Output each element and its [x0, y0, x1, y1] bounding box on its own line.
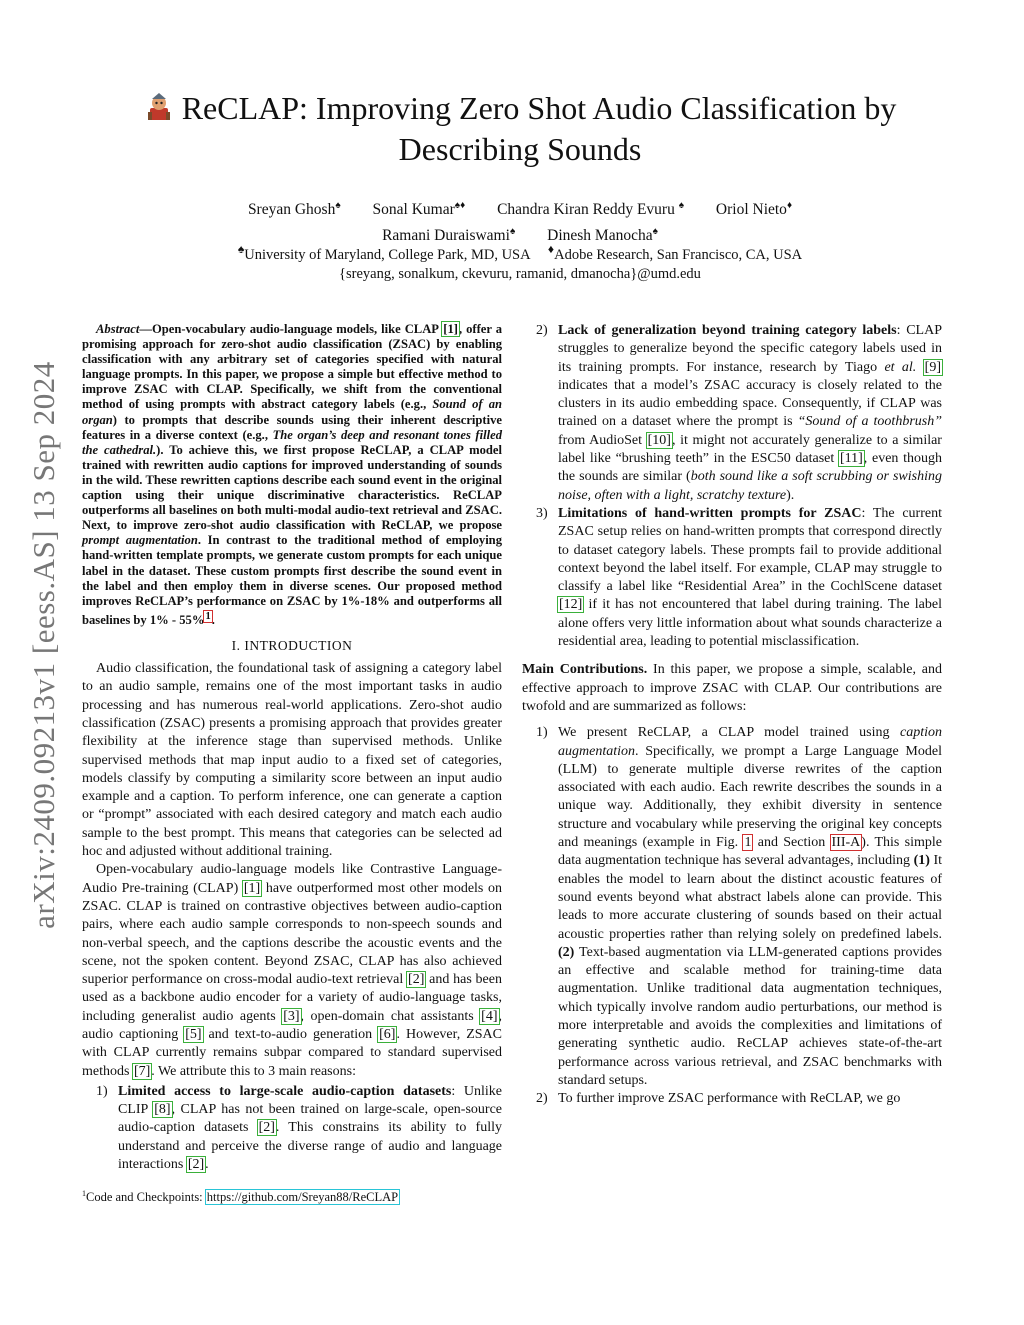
intro-paragraph: Audio classification, the foundational task of assigning a category label to an audio sample, remains one of the most important tasks in audio processing and has numerous real-world applications. Zero-shot audio classification (ZSAC) presents a promising approach that provides greater flexibility at the inference stage than supervised methods. Unlike supervised methods that map input audio to a fixed set of categories, models classify by computing a similarity score between an input audio example and a caption. To perform inference, one can generate a caption or “prompt” associated with each desired category and match each audio sample to the best prompt. This means that categories can be selected ad hoc and adjusted without additional training.: [82, 661, 502, 860]
mascot-icon: [144, 92, 174, 122]
list-item: 3) Limitations of hand-written prompts for ZSAC: The current ZSAC setup relies on hand-written prompts that correspond directly to dataset category labels. These prompts fail to provide additional context beyond the label itself. For example, CLAP may struggle to classify a label like “Residential Area” in the CochlScene dataset [12] if it has not encountered that label during training. The label alone offers very little information about what sounds characterize a residential area, leading to potential misclassification.: [536, 505, 942, 650]
author: Ramani Duraiswami♠: [382, 226, 516, 245]
citation-link[interactable]: [1]: [243, 880, 261, 896]
paper-header: [100, 88, 940, 170]
footnote-link[interactable]: 1: [205, 610, 211, 622]
citation-link[interactable]: [7]: [133, 1063, 151, 1079]
reasons-list: [82, 1083, 502, 1174]
citation-link[interactable]: [11]: [839, 451, 863, 467]
author: Dinesh Manocha♠: [547, 226, 658, 245]
citation-link[interactable]: [3]: [283, 1008, 300, 1024]
affiliation-umd: University of Maryland, College Park, MD, USA: [244, 246, 530, 263]
affiliation-adobe: Adobe Research, San Francisco, CA, USA: [554, 246, 803, 263]
section-heading-introduction: I. INTRODUCTION: [231, 638, 353, 654]
github-link[interactable]: https://github.com/Sreyan88/ReCLAP: [206, 1190, 399, 1205]
title-line-1: ReCLAP: Improving Zero Shot Audio Classification by: [181, 90, 897, 126]
reasons-list-continued: [522, 322, 942, 651]
author: Chandra Kiran Reddy Evuru ♠: [497, 200, 685, 219]
citation-link[interactable]: [1]: [443, 322, 458, 336]
contributions-list: [522, 724, 942, 1108]
author-row: [100, 195, 940, 221]
author-emails: {sreyang, sonalkum, ckevuru, ramanid, dmanocha}@umd.edu: [339, 265, 701, 282]
affiliation-row: ♠University of Maryland, College Park, MD, USA ♦Adobe Research, San Francisco, CA, USA: [237, 242, 803, 263]
arxiv-identifier: arXiv:2409.09213v1 [eess.AS] 13 Sep 2024: [26, 361, 61, 929]
left-column: [82, 322, 502, 1174]
intro-paragraph: Open-vocabulary audio-language models like Contrastive Language-Audio Pre-training (CLAP) [1] have outperformed most other models on ZSAC. CLAP is trained on contrastive objectives between audio-caption pairs, where each audio sample corresponds to non-speech sounds and non-verbal speech, and the captions describe the acoustic events and the scene, not the spoken content. Beyond ZSAC, CLAP has also achieved superior performance on cross-modal audio-text retrieval [2] and has been used as a backbone audio encoder for a variety of audio-language tasks, including generalist audio agents [3], open-domain chat assistants [4], audio captioning [5] and text-to-audio generation [6]. However, ZSAC with CLAP currently remains subpar compared to standard supervised methods [7]. We attribute this to 3 main reasons:: [82, 862, 503, 1079]
citation-link[interactable]: [2]: [187, 1157, 205, 1173]
citation-link[interactable]: [4]: [481, 1008, 498, 1024]
citation-link[interactable]: [2]: [258, 1120, 275, 1136]
citation-link[interactable]: [6]: [379, 1027, 396, 1042]
citation-link[interactable]: [10]: [647, 432, 671, 448]
citation-link[interactable]: [12]: [559, 597, 583, 613]
main-contributions-paragraph: Main Contributions. In this paper, we propose a simple, scalable, and effective approach to improve ZSAC with CLAP. Our contributions are twofold and are summarized as follows:: [522, 662, 942, 714]
citation-link[interactable]: [2]: [408, 972, 425, 988]
citation-link[interactable]: [5]: [185, 1027, 202, 1042]
list-item: 2) To further improve ZSAC performance with ReCLAP, we go: [536, 1091, 901, 1107]
citation-link[interactable]: [8]: [154, 1102, 171, 1118]
abstract: Abstract—Open-vocabulary audio-language models, like CLAP [1], offer a promising approach for zero-shot audio classification (ZSAC) by enabling classification with any arbitrary set of categories specified with natural language prompts. In this paper, we propose a simple but effective method to improve ZSAC with CLAP. Specifically, we shift from the conventional method of using prompts with abstract category labels (e.g., Sound of an organ) to prompts that describe sounds using their inherent descriptive features in a diverse context (e.g., The organ’s deep and resonant tones filled the cathedral.). To achieve this, we first propose ReCLAP, a CLAP model trained with rewritten audio captions for improved understanding of sounds in the wild. These rewritten captions describe each sound event in the original caption using their unique discriminative characteristics. ReCLAP outperforms all baselines on both multi-modal audio-text retrieval and ZSAC. Next, to improve zero-shot audio classification with ReCLAP, we propose prompt augmentation. In contrast to the traditional method of employing hand-written template prompts, we generate custom prompts for each unique label in the dataset. These custom prompts first describe the sound event in the label and then employ them in diverse scenes. Our proposed method improves ReCLAP’s performance on ZSAC by 1%-18% and outperforms all baselines by 1% - 55%$^1$.: [82, 322, 502, 627]
arxiv-stamp: [22, 330, 66, 960]
citation-link[interactable]: [9]: [924, 359, 941, 375]
author: Oriol Nieto♦: [715, 200, 793, 219]
list-item: 1) We present ReCLAP, a CLAP model trained using caption augmentation. Specifically, we prompt a Large Language Model (LLM) to generate multiple diverse rewrites of the caption associated with each audio. Each rewrite describes the sounds in a unique way. Additionally, they exhibit diversity in sentence structure and vocabulary while preserving the original key concepts and meanings (example in Fig. 1 and Section III-A). This simple data augmentation technique has several advantages, including (1) It enables the model to learn about the distinct acoustic features of sound events beyond what abstract labels alone can provide. This leads to more accurate clustering of sounds based on their actual acoustic properties rather than relying solely on predefined labels. (2) Text-based augmentation via LLM-generated captions provides an effective and scalable method for training-time data augmentation. Unlike traditional data augmentation techniques, which typically involve random audio perturbations, our method is more interpretable and avoids the complexities and limitations of generating synthetic audio. ReCLAP achieves state-of-the-art performance across various retrieval, and ZSAC benchmarks with standard setups.: [536, 725, 942, 1088]
section-link[interactable]: III-A: [831, 835, 861, 851]
right-column: [522, 322, 942, 1108]
author: Sonal Kumar♠♦: [372, 200, 466, 219]
title-line-2: Describing Sounds: [398, 131, 642, 167]
list-item: 2) Lack of generalization beyond training category labels: CLAP struggles to generalize beyond the specific category labels used in its training prompts. For instance, research by Tiago et al. [9] indicates that a model’s ZSAC accuracy is closely related to the clusters in its audio embedding space. Consequently, if CLAP was trained on a dataset where the prompt is “Sound of a toothbrush” from AudioSet [10], it might not accurately generalize to a similar label like “brushing teeth” in the ESC50 dataset [11], even though the sounds are similar (both sound like a soft scrubbing or swishing noise, often with a light, scratchy texture).: [536, 323, 943, 503]
affiliations: [100, 240, 940, 284]
author: Sreyan Ghosh♠: [247, 200, 341, 219]
footnote: $^1$Code and Checkpoints: https://github.com/Sreyan88/ReCLAP: [82, 1189, 399, 1205]
figure-link[interactable]: 1: [744, 835, 752, 851]
paper-title: [100, 88, 940, 170]
list-item: 1) Limited access to large-scale audio-caption datasets: Unlike CLIP [8], CLAP has not been trained on large-scale, open-source audio-caption datasets [2]. This constrains its ability to fully understand and perceive the diverse range of audio and language interactions [2].: [96, 1083, 502, 1173]
